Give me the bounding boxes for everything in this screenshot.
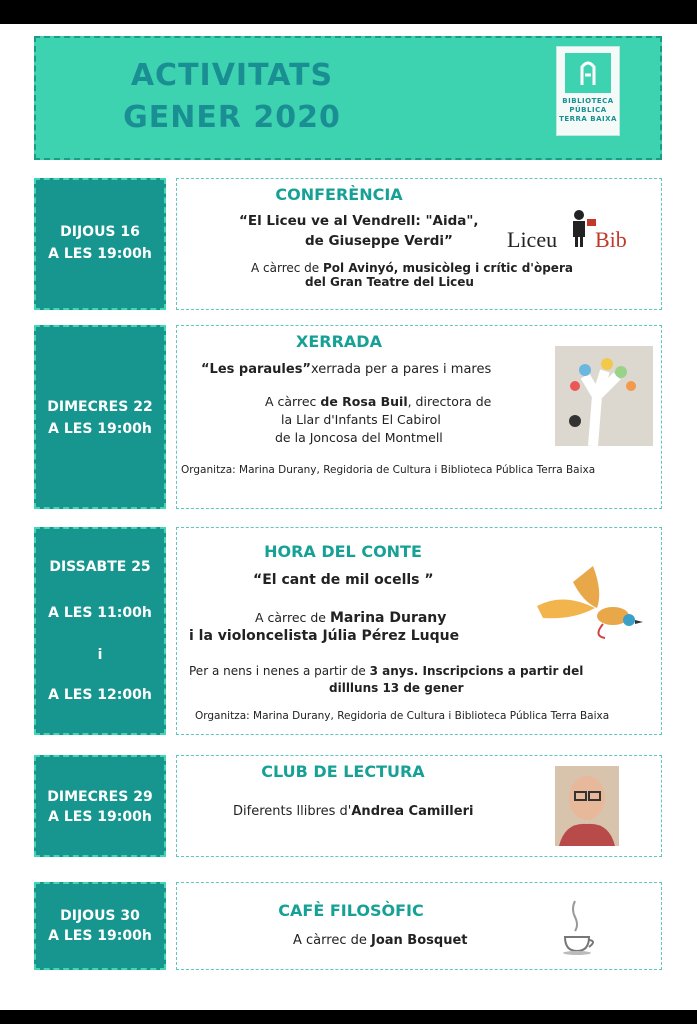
coffee-cup-illustration xyxy=(559,897,599,957)
logo-text-1: BIBLIOTECA xyxy=(562,97,614,105)
audience-bold: 3 anys. Inscripcions a partir del xyxy=(369,664,584,678)
event-title: “El cant de mil ocells ” xyxy=(253,572,434,588)
event-date-box xyxy=(34,882,166,970)
author-portrait xyxy=(555,766,619,846)
library-a-icon xyxy=(565,53,611,93)
library-logo xyxy=(556,46,620,136)
event-time-line: A LES 19:00h xyxy=(48,809,152,825)
event-category: XERRADA xyxy=(296,332,382,351)
event-date-line: DIJOUS 30 xyxy=(60,908,140,924)
event-title-line1: “El Liceu ve al Vendrell: "Aida", xyxy=(239,213,479,229)
event-speaker xyxy=(293,933,467,948)
header-title-line1: ACTIVITATS xyxy=(130,58,334,93)
bib-text: Bib xyxy=(595,227,627,252)
speaker-name: Marina Durany xyxy=(329,610,447,626)
event-time-separator: i xyxy=(97,647,103,663)
top-black-bar xyxy=(0,0,697,24)
event-card-cafe-filosofic xyxy=(176,882,662,970)
event-card-club-de-lectura xyxy=(176,755,662,857)
event-category: CONFERÈNCIA xyxy=(275,185,403,204)
event-speaker xyxy=(251,261,573,275)
event-category: HORA DEL CONTE xyxy=(264,542,422,561)
event-card-conferencia xyxy=(176,178,662,310)
logo-text-3: TERRA BAIXA xyxy=(559,115,617,123)
event-speaker xyxy=(265,394,491,409)
event-time-line: A LES 11:00h xyxy=(48,605,152,621)
event-time-line: A LES 19:00h xyxy=(48,421,152,437)
event-category: CLUB DE LECTURA xyxy=(261,762,425,781)
paper-tree-icon xyxy=(555,346,653,446)
event-date-box xyxy=(34,325,166,509)
header-banner xyxy=(34,36,662,160)
event-speaker-line2: del Gran Teatre del Liceu xyxy=(305,275,474,289)
event-category: CAFÈ FILOSÒFIC xyxy=(278,901,424,920)
liceubib-logo-icon xyxy=(507,205,637,253)
paper-tree-photo xyxy=(555,346,653,446)
event-speaker-line3: de la Joncosa del Montmell xyxy=(275,430,443,445)
description-prefix: Diferents llibres d' xyxy=(233,804,352,819)
event-title xyxy=(201,362,491,377)
library-logo-mark xyxy=(565,53,611,93)
event-time-line: A LES 19:00h xyxy=(48,246,152,262)
description-author: Andrea Camilleri xyxy=(351,804,474,819)
bird-illustration xyxy=(533,562,645,642)
bird-icon xyxy=(533,562,645,642)
event-organizer: Organitza: Marina Durany, Regidoria de Cultura i Biblioteca Pública Terra Baixa xyxy=(195,710,610,722)
speaker-prefix: A càrrec de xyxy=(251,261,323,275)
speaker-prefix: A càrrec xyxy=(265,394,321,409)
speaker-prefix: A càrrec de xyxy=(255,610,330,625)
speaker-name: Joan Bosquet xyxy=(370,933,468,948)
event-date-line: DIMECRES 22 xyxy=(47,399,153,415)
speaker-rest: , directora de xyxy=(407,394,492,409)
liceubib-logo xyxy=(507,205,637,253)
event-speaker xyxy=(255,610,446,626)
event-time-line: A LES 12:00h xyxy=(48,687,152,703)
event-card-xerrada xyxy=(176,325,662,509)
event-date-line: DIJOUS 16 xyxy=(60,224,140,240)
event-title-line2: de Giuseppe Verdi” xyxy=(305,233,453,249)
event-card-hora-del-conte xyxy=(176,527,662,735)
event-audience-line2: dillluns 13 de gener xyxy=(329,681,464,695)
event-audience xyxy=(189,664,583,678)
event-title-bold: “Les paraules” xyxy=(201,362,311,377)
event-speaker-line2: la Llar d'Infants El Cabirol xyxy=(281,412,441,427)
event-speaker-line2: i la violoncelista Júlia Pérez Luque xyxy=(189,628,460,644)
logo-text-2: PÚBLICA xyxy=(569,106,607,114)
bottom-black-bar xyxy=(0,1010,697,1024)
speaker-prefix: A càrrec de xyxy=(293,933,371,948)
speaker-name: Pol Avinyó, musicòleg i crític d'òpera xyxy=(322,261,573,275)
audience-prefix: Per a nens i nenes a partir de xyxy=(189,664,370,678)
speaker-name: de Rosa Buil xyxy=(320,394,408,409)
library-logo-text xyxy=(557,97,619,124)
event-organizer: Organitza: Marina Durany, Regidoria de Cultura i Biblioteca Pública Terra Baixa xyxy=(181,464,596,476)
coffee-cup-icon xyxy=(559,897,599,957)
event-title-rest: xerrada per a pares i mares xyxy=(310,362,492,377)
event-time-line: A LES 19:00h xyxy=(48,928,152,944)
liceu-text: Liceu xyxy=(507,227,558,252)
header-title-line2: GENER 2020 xyxy=(123,100,341,135)
event-date-line: DIMECRES 29 xyxy=(47,789,153,805)
event-description xyxy=(233,804,473,819)
portrait-icon xyxy=(555,766,619,846)
event-date-line: DISSABTE 25 xyxy=(49,559,151,575)
